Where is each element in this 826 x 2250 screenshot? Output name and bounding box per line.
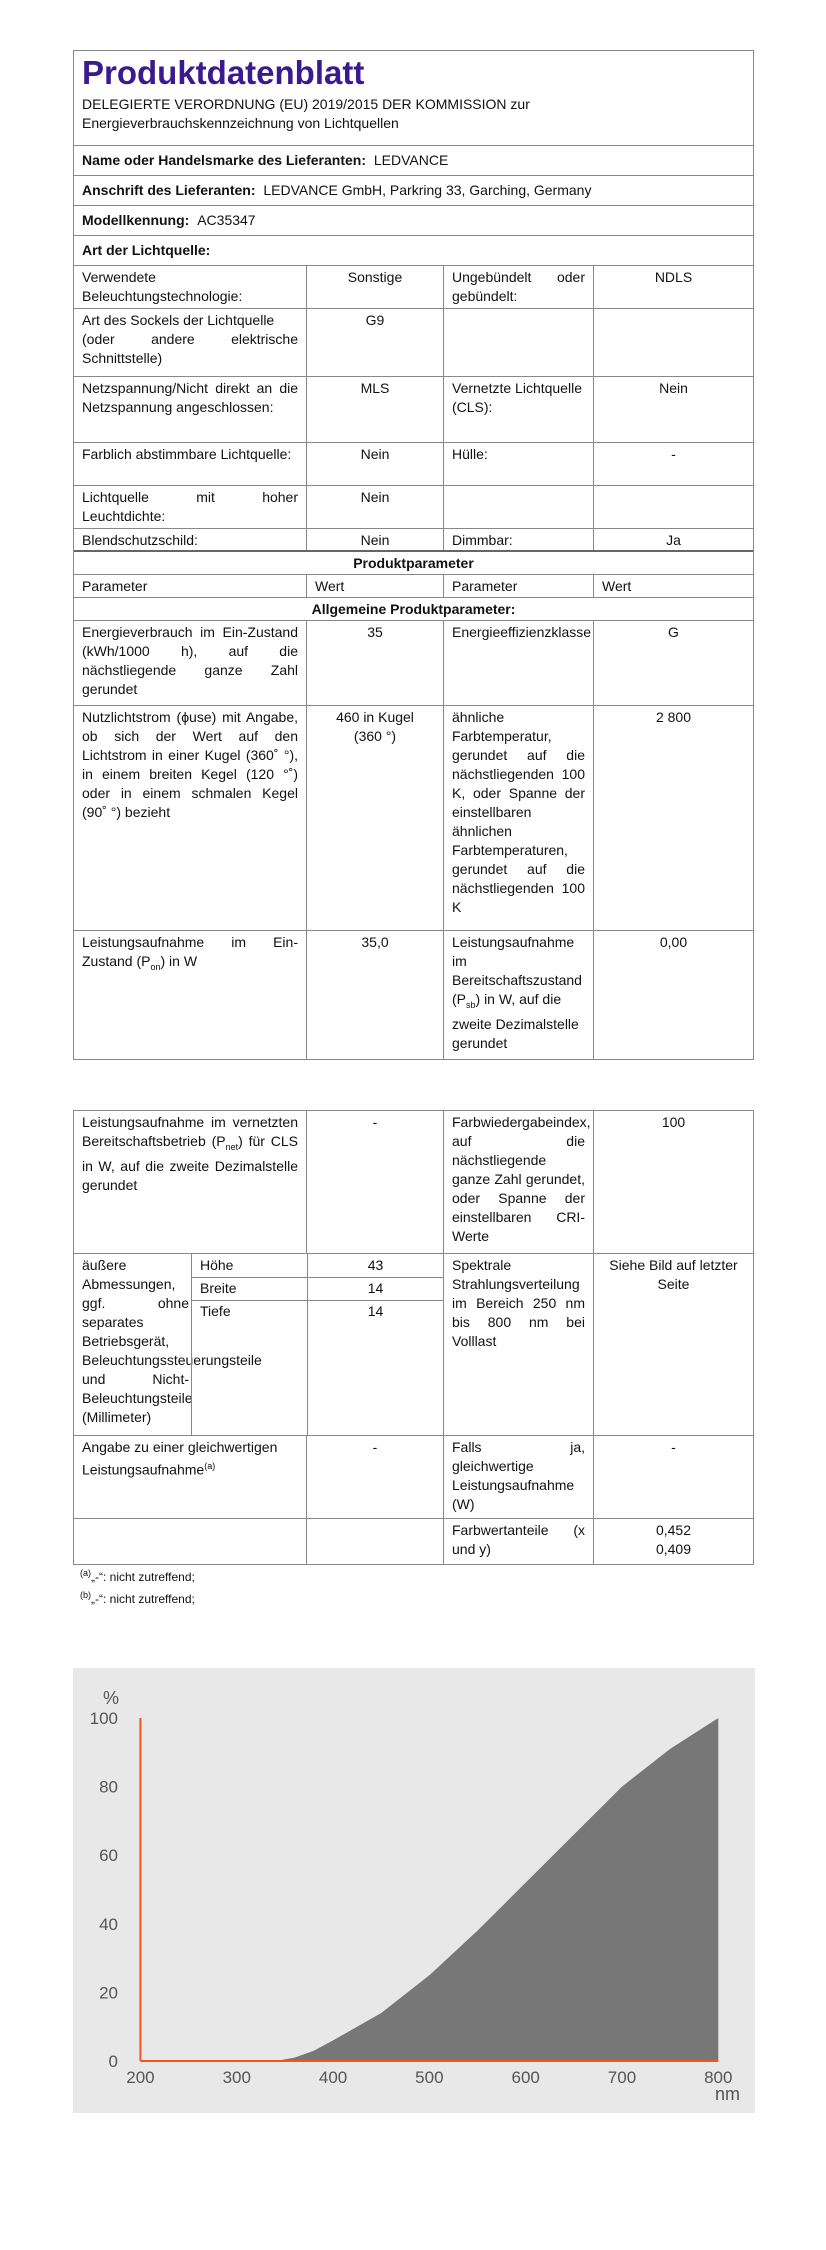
col-header-value: Wert: [306, 575, 443, 597]
eclass-label: Energieeffizienzklasse: [443, 621, 593, 705]
regulation-text: DELEGIERTE VERORDNUNG (EU) 2019/2015 DER KOMMISSION zur Energieverbrauchskennzeichnung von Lichtquellen: [82, 96, 530, 131]
type-row-value: Nein: [306, 443, 443, 485]
type-row-value: Nein: [306, 486, 443, 528]
type-row-mains: [74, 377, 753, 443]
supplier-name-row: [74, 146, 753, 176]
y-tick-label: 20: [99, 1983, 118, 2003]
type-row-value: G9: [306, 309, 443, 376]
chroma-x: 0,452: [655, 1522, 692, 1538]
type-row-glare: [74, 529, 753, 552]
type-row-value: Ja: [593, 529, 753, 550]
energy-value: 35: [306, 621, 443, 705]
x-tick-label: 700: [607, 2068, 637, 2087]
type-row-label: Blendschutzschild:: [82, 532, 198, 548]
type-row-value: -: [593, 443, 753, 485]
type-row-tunable: [74, 443, 753, 486]
supplier-address-value: LEDVANCE GmbH, Parkring 33, Garching, Germany: [263, 182, 592, 198]
cri-value: 100: [593, 1111, 753, 1253]
y-tick-label: 80: [99, 1777, 118, 1797]
x-tick-label: 600: [511, 2068, 540, 2087]
type-row-value: MLS: [306, 377, 443, 442]
supplier-name-value: LEDVANCE: [373, 152, 449, 168]
equiv-w-value: -: [593, 1436, 753, 1518]
supplier-address-row: [74, 176, 753, 206]
type-row-label: [443, 309, 593, 376]
type-row-value: NDLS: [593, 266, 753, 308]
type-row-label: Ungebündelt oder gebündelt:: [443, 266, 593, 308]
socket-label: Art des Sockels der Lichtquelle (oder andere elektrische Schnittstelle): [82, 312, 298, 366]
light-source-type-row: [74, 236, 753, 266]
pon-value: 35,0: [306, 931, 443, 1059]
y-tick-label: 40: [99, 1914, 118, 1934]
type-row-value: Nein: [306, 529, 443, 550]
psb-label: Leistungsaufnahme im Bereitschaftszustand $(P_{sb})$ in W, auf die zweite Dezimalstelle gerundet: [443, 931, 593, 1059]
dimensions-row: [74, 1254, 753, 1436]
type-row-value: [593, 309, 753, 376]
flux-value-line-2: (360 °): [353, 728, 397, 744]
type-row-high-luminance: [74, 486, 753, 529]
pon-label: Leistungsaufnahme im Ein-Zustand $(P_{on})$ in W: [82, 934, 298, 972]
x-tick-label: 400: [318, 2068, 348, 2087]
cct-label: ähnliche Farbtemperatur, gerundet auf die nächstliegenden 100 K, oder Spanne der einstellbaren ähnlichen Farbtemperaturen, gerundet auf die nächstliegenden 100 K: [443, 706, 593, 930]
type-row-label: Hülle:: [443, 443, 593, 485]
spectral-chart: [73, 1668, 755, 2113]
chroma-y: 0,409: [655, 1541, 692, 1557]
col-header-param: Parameter: [443, 575, 593, 597]
chromaticity-row: [74, 1519, 753, 1564]
x-tick-label: 500: [415, 2068, 444, 2087]
header-block: [74, 51, 753, 146]
cct-value: 2 800: [593, 706, 753, 930]
pnet-label: Leistungsaufnahme im vernetzten Bereitschaftsbetrieb $(P_{net})$ für CLS in W, auf die zweite Dezimalstelle gerundet: [82, 1114, 299, 1193]
x-tick-label: 200: [126, 2068, 155, 2087]
product-params-title-row: [74, 552, 753, 575]
flux-value: [306, 706, 443, 930]
datasheet-page-1: [73, 50, 754, 1060]
y-tick-label: 60: [99, 1846, 118, 1866]
psb-value: 0,00: [593, 931, 753, 1059]
energy-row: [74, 621, 753, 706]
x-tick-label: 800: [704, 2068, 733, 2087]
energy-label: Energieverbrauch im Ein-Zustand (kWh/1000 h), auf die nächstliegende ganze Zahl gerundet: [82, 624, 298, 697]
type-row-technology: [74, 266, 753, 309]
col-header-value: Wert: [593, 575, 753, 597]
type-row-label: Verwendete Beleuchtungstechnologie:: [82, 269, 243, 304]
page-title: Produktdatenblatt: [82, 54, 365, 91]
light-source-type-label: Art der Lichtquelle:: [82, 242, 211, 258]
equivalent-row: [74, 1436, 753, 1519]
footnote: $^{(a)}$„-“: nicht zutreffend;: [80, 1568, 195, 1584]
pnet-row: [74, 1111, 753, 1254]
y-tick-label: 0: [108, 2052, 118, 2071]
spectral-value: Siehe Bild auf letzter Seite: [593, 1254, 753, 1435]
equiv-label: Angabe zu einer gleichwertigen Leistungsaufnahme$^{(a)}$: [82, 1439, 278, 1478]
height-value: 43: [307, 1254, 443, 1277]
equiv-w-label: Falls ja, gleichwertige Leistungsaufnahme (W): [443, 1436, 593, 1518]
chroma-label: Farbwertanteile (x und y): [443, 1519, 593, 1564]
pnet-value: -: [306, 1111, 443, 1253]
eclass-value: G: [593, 621, 753, 705]
footnote: $^{(b)}$„-“: nicht zutreffend;: [80, 1590, 195, 1606]
y-axis-unit: %: [103, 1688, 120, 1708]
product-params-header-row: [74, 575, 753, 598]
chroma-value: [593, 1519, 753, 1564]
type-row-label: Vernetzte Lichtquelle (CLS):: [443, 377, 593, 442]
spectral-label: Spektrale Strahlungsverteilung im Bereich 250 nm bis 800 nm bei Volllast: [443, 1254, 593, 1435]
flux-label: Nutzlichtstrom (ϕuse) mit Angabe, ob sich der Wert auf den Lichtstrom in einer Kugel (360˚ °), in einem breiten Kegel (120 °˚) oder in einem schmalen Kegel (90˚ °) bezieht: [82, 709, 298, 820]
x-axis-unit: nm: [715, 2084, 741, 2104]
flux-row: [74, 706, 753, 931]
type-row-value: [593, 486, 753, 528]
model-label: Modellkennung:: [82, 212, 190, 228]
model-row: [74, 206, 753, 236]
product-params-title: Produktparameter: [353, 555, 474, 571]
depth-label: Tiefe: [200, 1303, 231, 1319]
depth-value: 14: [307, 1300, 443, 1323]
power-row: [74, 931, 753, 1059]
type-row-label: [443, 486, 593, 528]
flux-value-line-1: 460 in Kugel: [336, 709, 414, 725]
type-row-label: Farblich abstimmbare Lichtquelle:: [82, 446, 292, 462]
dims-subtable: [191, 1254, 443, 1435]
type-row-value: Nein: [593, 377, 753, 442]
cri-label: Farbwiedergabeindex, auf die nächstliegende ganze Zahl gerundet, oder Spanne der einstellbaren CRI-Werte: [443, 1111, 593, 1253]
width-label: Breite: [200, 1280, 237, 1296]
supplier-name-label: Name oder Handelsmarke des Lieferanten:: [82, 152, 366, 168]
dims-label: äußere Abmessungen, ggf. ohne separates Betriebsgerät, Beleuchtungssteuerungsteile und Nicht-Beleuchtungsteile (Millimeter): [82, 1257, 262, 1425]
type-row-socket: [74, 309, 753, 377]
equiv-value: -: [306, 1436, 443, 1518]
general-params-title: Allgemeine Produktparameter:: [311, 601, 516, 617]
x-tick-label: 300: [222, 2068, 251, 2087]
supplier-address-label: Anschrift des Lieferanten:: [82, 182, 256, 198]
type-row-value: Sonstige: [306, 266, 443, 308]
height-label: Höhe: [200, 1257, 234, 1273]
type-row-label: Lichtquelle mit hoher Leuchtdichte:: [82, 489, 298, 524]
type-row-label: [74, 309, 306, 376]
type-row-label: Dimmbar:: [443, 529, 593, 550]
type-row-label: Netzspannung/Nicht direkt an die Netzspannung angeschlossen:: [82, 380, 298, 415]
y-tick-label: 100: [89, 1709, 118, 1728]
general-params-title-row: [74, 598, 753, 621]
col-header-param: Parameter: [82, 578, 148, 594]
datasheet-page-2: [73, 1110, 754, 1565]
model-value: AC35347: [197, 212, 256, 228]
width-value: 14: [307, 1277, 443, 1300]
